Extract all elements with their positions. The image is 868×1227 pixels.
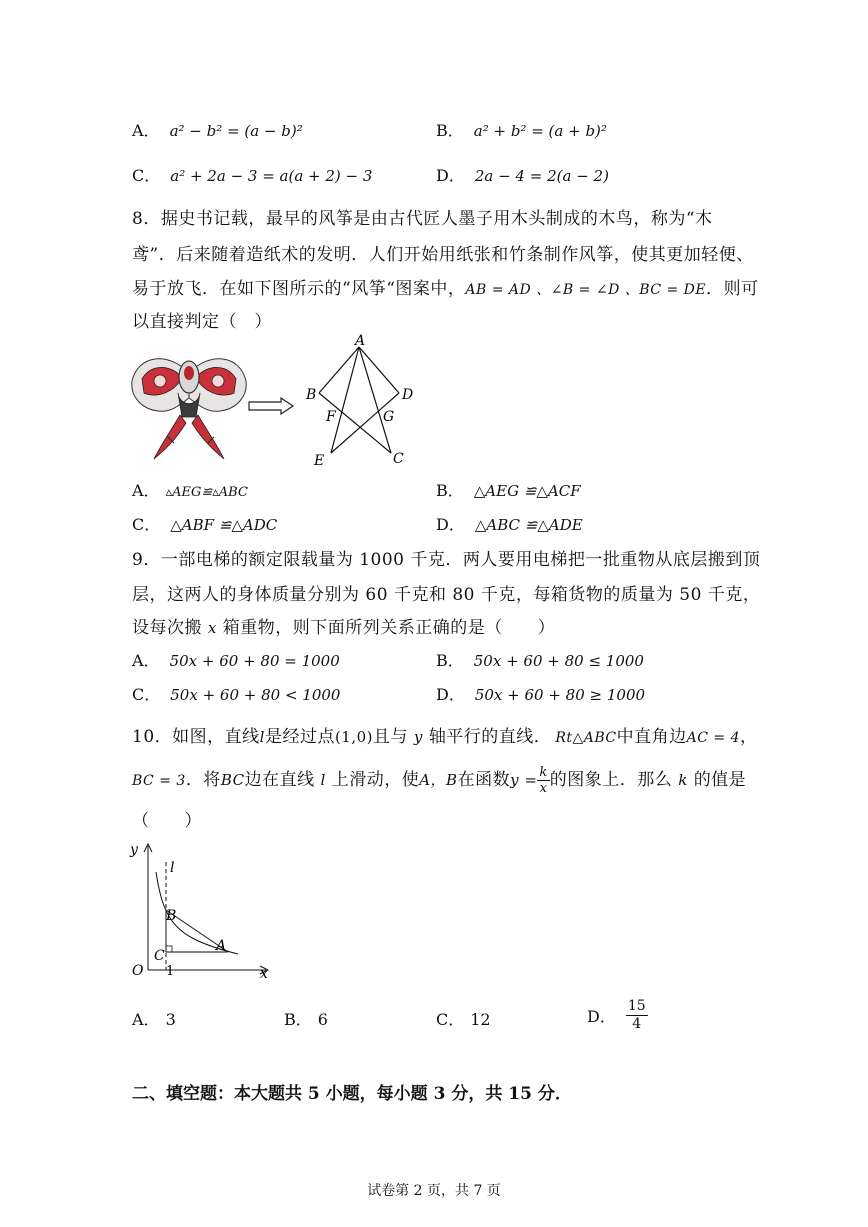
option-label: D． [436, 515, 465, 534]
option-label: B． [436, 121, 464, 140]
q9-option-d [436, 682, 645, 705]
q10-text: 的值是 [693, 770, 747, 790]
option-label: D． [436, 166, 465, 185]
q7-option-c [132, 163, 372, 186]
option-expr: △ABC ≌△ADE [474, 516, 583, 534]
page-footer: 试卷第 2 页，共 7 页 [367, 1183, 501, 1199]
ac-length: AC = 4 [686, 730, 740, 746]
q10-option-a [132, 1007, 176, 1030]
axis-label-y: y [130, 842, 138, 858]
option-label: C． [132, 515, 161, 534]
bc-length: BC = 3 [132, 773, 186, 789]
variable-k: k [678, 771, 688, 789]
option-value: 6 [317, 1010, 328, 1029]
label-l: l [170, 860, 175, 876]
q9-line-3-b: 箱重物，则下面所列关系正确的是（ ） [222, 618, 556, 638]
y-axis-var: y [413, 728, 423, 746]
q10-text: 是经过点 [264, 727, 335, 747]
q8-line-4: 以直接判定（ ） [132, 312, 272, 332]
q10-option-c [436, 1007, 491, 1030]
option-label: A． [132, 481, 160, 500]
function-lhs: y = [510, 771, 538, 789]
section-2-heading: 二、填空题：本大题共 5 小题，每小题 3 分，共 15 分． [132, 1084, 572, 1104]
option-expr: △AEG ≌△ACF [473, 482, 581, 500]
function-fraction [537, 765, 549, 796]
q8-option-b [436, 478, 581, 501]
right-arrow-icon [247, 397, 295, 415]
option-label: C． [132, 685, 161, 704]
q8-line-3 [132, 274, 759, 299]
q10-text: 的图象上．那么 [549, 770, 673, 790]
q10-text: 上滑动，使 [331, 770, 420, 790]
triangle-name: Rt△ABC [555, 730, 617, 746]
option-expr: a² + b² = (a + b)² [473, 122, 607, 140]
label-c: C [393, 451, 404, 467]
option-expr: 50x + 60 + 80 ≤ 1000 [473, 652, 644, 670]
option-expr: a² − b² = (a − b)² [169, 122, 303, 140]
line-l: l [259, 728, 265, 746]
points-ab: A，B [419, 771, 458, 789]
q8-line-3-suffix: ．则可 [706, 279, 759, 299]
q10-text: ， [740, 727, 758, 747]
point-coords: (1,0) [334, 728, 374, 746]
q9-option-a [132, 648, 340, 671]
q8-option-c [132, 512, 277, 535]
option-label: B． [284, 1010, 312, 1029]
option-value: 3 [165, 1010, 176, 1029]
segment-bc: BC [220, 771, 245, 789]
q9-line-2: 层，这两人的身体质量分别为 60 千克和 80 千克，每箱货物的质量为 50 千克， [132, 585, 761, 605]
q9-option-c [132, 682, 340, 705]
q8-option-a [132, 478, 248, 501]
q7-option-d [436, 163, 609, 186]
label-e: E [314, 453, 325, 468]
q10-line-3: （ ） [132, 811, 202, 831]
kite-image [128, 343, 250, 465]
q10-text: 中直角边 [616, 727, 687, 747]
label-b: B [306, 387, 317, 403]
option-label: A． [132, 651, 160, 670]
q8-conditions: AB = AD 、∠B = ∠D 、BC = DE [465, 282, 707, 298]
q10-option-d [587, 998, 648, 1033]
option-label: D． [436, 685, 465, 704]
axis-label-x: x [260, 966, 268, 982]
fraction-denominator: 4 [632, 1016, 642, 1032]
q10-text: 轴平行的直线． [428, 727, 552, 747]
label-g: G [383, 409, 395, 425]
option-expr: △ABF ≌△ADC [170, 516, 278, 534]
option-expr: 2a − 4 = 2(a − 2) [474, 167, 609, 185]
q10-line-2 [132, 765, 746, 796]
option-label: B． [436, 481, 464, 500]
option-expr: ▵AEG≌▵ABC [165, 485, 248, 500]
option-label: C． [132, 166, 161, 185]
q10-option-b [284, 1007, 328, 1030]
label-b: B [166, 908, 177, 924]
q9-variable: x [207, 619, 217, 637]
option-label: A． [132, 1010, 160, 1029]
option-label: D． [587, 1007, 616, 1026]
option-expr: a² + 2a − 3 = a(a + 2) − 3 [170, 167, 373, 185]
q9-line-1: 9．一部电梯的额定限载量为 1000 千克．两人要用电梯把一批重物从底层搬到顶 [132, 550, 761, 570]
q10-text: 10．如图，直线 [132, 727, 260, 747]
q10-text: ．将 [185, 770, 221, 790]
label-origin: O [132, 963, 144, 979]
option-label: C． [436, 1010, 465, 1029]
label-a: A [355, 333, 366, 349]
label-a: A [216, 938, 227, 954]
option-expr: 50x + 60 + 80 ≥ 1000 [474, 686, 646, 704]
q8-line-1: 8．据史书记载，最早的风筝是由古代匠人墨子用木头制成的木鸟，称为“木 [132, 209, 713, 229]
fraction-numerator: k [539, 765, 548, 780]
q8-option-d [436, 512, 583, 535]
option-fraction [626, 998, 648, 1033]
option-label: B． [436, 651, 464, 670]
label-f: F [326, 409, 336, 425]
tick-label-one: 1 [166, 964, 175, 979]
q10-text: 边在直线 [244, 770, 315, 790]
kite-diagram [300, 333, 420, 468]
fraction-denominator: x [539, 781, 548, 796]
label-d: D [402, 387, 414, 403]
q9-option-b [436, 648, 644, 671]
label-c: C [154, 948, 165, 964]
q8-line-2: 鸢”．后来随着造纸术的发明．人们开始用纸张和竹条制作风筝，使其更加轻便、 [132, 245, 754, 265]
option-expr: 50x + 60 + 80 < 1000 [170, 686, 341, 704]
q7-option-a [132, 118, 303, 141]
q9-line-3-a: 设每次搬 [132, 618, 202, 638]
q10-graph [126, 838, 276, 983]
q10-line-1 [132, 722, 758, 747]
q9-line-3 [132, 613, 555, 638]
option-value: 12 [470, 1010, 491, 1029]
q10-text: 在函数 [457, 770, 511, 790]
option-label: A． [132, 121, 160, 140]
q10-text: 且与 [373, 727, 409, 747]
fraction-numerator: 15 [627, 998, 646, 1014]
line-l: l [320, 771, 326, 789]
option-expr: 50x + 60 + 80 = 1000 [169, 652, 340, 670]
q8-line-3-prefix: 易于放飞．在如下图所示的“风筝“图案中， [132, 279, 466, 299]
q7-option-b [436, 118, 607, 141]
